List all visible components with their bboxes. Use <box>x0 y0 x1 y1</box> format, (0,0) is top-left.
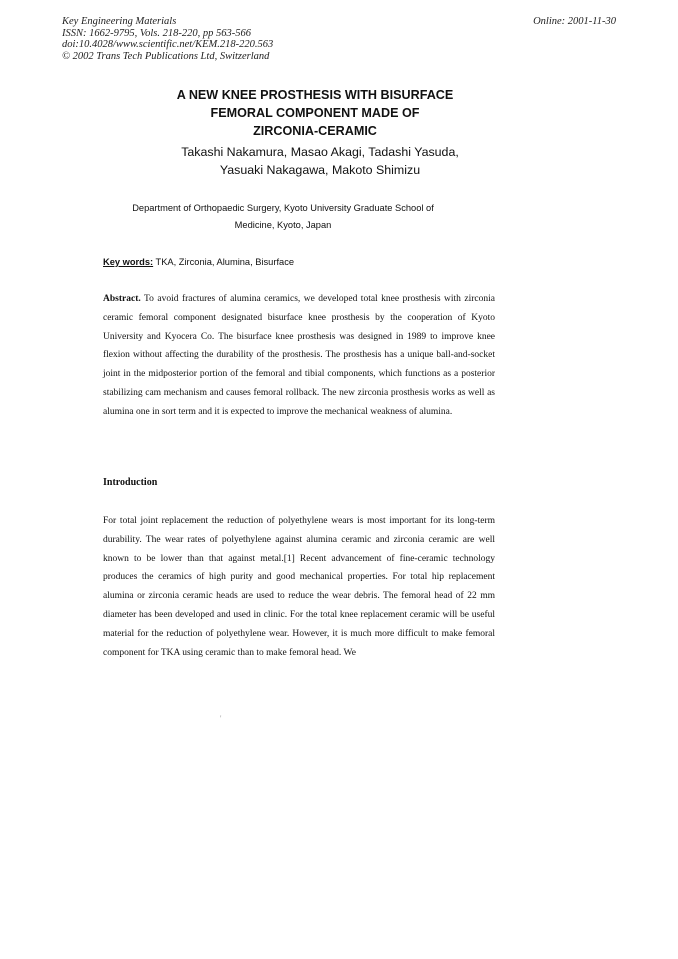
author-list <box>0 143 640 179</box>
title-line-3: ZIRCONIA-CERAMIC <box>253 124 377 138</box>
issn-line: ISSN: 1662-9795, Vols. 218-220, pp 563-566 <box>62 27 251 39</box>
keywords-label: Key words: <box>103 257 154 267</box>
authors-line-2: Yasuaki Nakagawa, Makoto Shimizu <box>219 163 421 177</box>
introduction-heading: Introduction <box>103 477 158 488</box>
affiliation <box>0 200 566 234</box>
online-date: Online: 2001-11-30 <box>533 16 616 27</box>
paper-title <box>0 86 630 140</box>
affiliation-line-1: Department of Orthopaedic Surgery, Kyoto University Graduate School of <box>132 203 434 213</box>
title-line-1: A NEW KNEE PROSTHESIS WITH BISURFACE <box>176 88 454 102</box>
journal-name: Key Engineering Materials <box>62 16 177 27</box>
abstract-label: Abstract. <box>103 294 141 304</box>
abstract <box>103 290 495 422</box>
keywords-value: TKA, Zirconia, Alumina, Bisurface <box>155 257 295 267</box>
affiliation-line-2: Medicine, Kyoto, Japan <box>234 220 332 230</box>
authors-line-1: Takashi Nakamura, Masao Akagi, Tadashi Yasuda, <box>181 145 459 159</box>
keywords <box>103 257 294 267</box>
doi-line: doi:10.4028/www.scientific.net/KEM.218-220.563 <box>62 39 274 50</box>
journal-metadata <box>62 16 273 62</box>
scan-speck: ' <box>220 714 222 723</box>
introduction-text: For total joint replacement the reduction of polyethylene wears is most important for its long-term durability. The wear rates of polyethylene against alumina ceramic and zirconia ceramic are well known to be lower than that against metal.[1] Recent advancement of fine-ceramic technology produces the ceramics of high purity and good mechanical properties. For total hip replacement alumina or zirconia ceramic heads are used to reduce the wear debris. The femoral head of 22 mm diameter has been developed and used in clinic. For the total knee replacement ceramic will be useful material for the reduction of polyethylene wear. However, it is much more difficult to make femoral component for TKA using ceramic than to make femoral head. We <box>103 516 495 658</box>
copyright-line: © 2002 Trans Tech Publications Ltd, Switzerland <box>62 50 270 62</box>
title-line-2: FEMORAL COMPONENT MADE OF <box>210 106 420 120</box>
abstract-text: To avoid fractures of alumina ceramics, we developed total knee prosthesis with zirconia ceramic femoral component designated bisurface knee prosthesis by the cooperation of Kyoto University and Kyocera Co. The bisurface knee prosthesis was designed in 1989 to improve knee flexion without affecting the durability of the prosthesis. The prosthesis has a unique ball-and-socket joint in the midposterior portion of the femoral and tibial components, which functions as a posterior stabilizing cam mechanism and causes femoral rollback. The new zirconia prosthesis works as well as alumina one in sort term and it is expected to improve the mechanical weakness of alumina. <box>103 294 495 417</box>
